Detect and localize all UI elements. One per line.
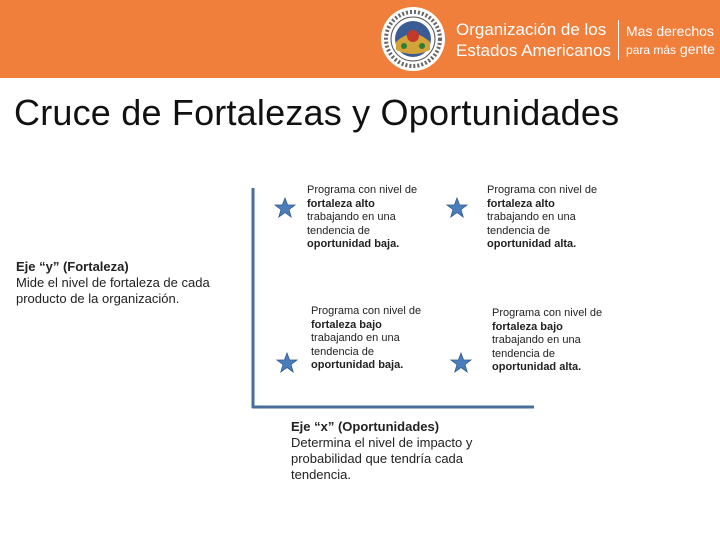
- quadrant-text: Programa con nivel de: [492, 307, 603, 319]
- slogan-line2-big: gente: [679, 41, 715, 57]
- org-name-line1: Organización de los: [456, 20, 607, 39]
- quadrant-top-left: [307, 184, 419, 252]
- x-axis-label: Eje “x” (Oportunidades): [291, 419, 440, 434]
- quadrant-text: trabajando en una tendencia de: [311, 332, 400, 358]
- quadrant-opportunity: oportunidad alta.: [492, 361, 582, 373]
- quadrant-text: Programa con nivel de: [487, 184, 598, 196]
- star-icon: [274, 197, 296, 219]
- x-axis-description: [291, 419, 501, 483]
- quadrant-opportunity: oportunidad alta.: [487, 238, 577, 250]
- quadrant-top-right: [487, 184, 599, 252]
- slogan-line1: Mas derechos: [626, 23, 714, 39]
- y-axis-label: Eje “y” (Fortaleza): [16, 259, 129, 274]
- star-icon: [450, 352, 472, 374]
- quadrant-opportunity: oportunidad baja.: [311, 359, 404, 371]
- quadrant-bottom-left: [311, 305, 423, 373]
- y-axis-description: [16, 259, 256, 307]
- quadrant-text: Programa con nivel de: [307, 184, 418, 196]
- quadrant-strength: fortaleza alto: [487, 197, 555, 210]
- quadrant-text: trabajando en una tendencia de: [307, 211, 396, 237]
- quadrant-strength: fortaleza bajo: [311, 318, 382, 331]
- quadrant-bottom-right: [492, 307, 604, 375]
- quadrant-opportunity: oportunidad baja.: [307, 238, 400, 250]
- star-icon: [276, 352, 298, 374]
- quadrant-text: Programa con nivel de: [311, 305, 422, 317]
- org-name-line2: Estados Americanos: [456, 41, 611, 60]
- quadrant-strength: fortaleza alto: [307, 197, 375, 210]
- star-icon: [446, 197, 468, 219]
- quadrant-strength: fortaleza bajo: [492, 320, 563, 333]
- x-axis-text: Determina el nivel de impacto y probabilidad que tendría cada tendencia.: [291, 435, 473, 482]
- quadrant-text: trabajando en una tendencia de: [487, 211, 576, 237]
- quadrant-text: trabajando en una tendencia de: [492, 334, 581, 360]
- slogan-line2-small: para más: [626, 43, 677, 57]
- page-title: Cruce de Fortalezas y Oportunidades: [14, 92, 620, 133]
- y-axis-text: Mide el nivel de fortaleza de cada producto de la organización.: [16, 275, 210, 306]
